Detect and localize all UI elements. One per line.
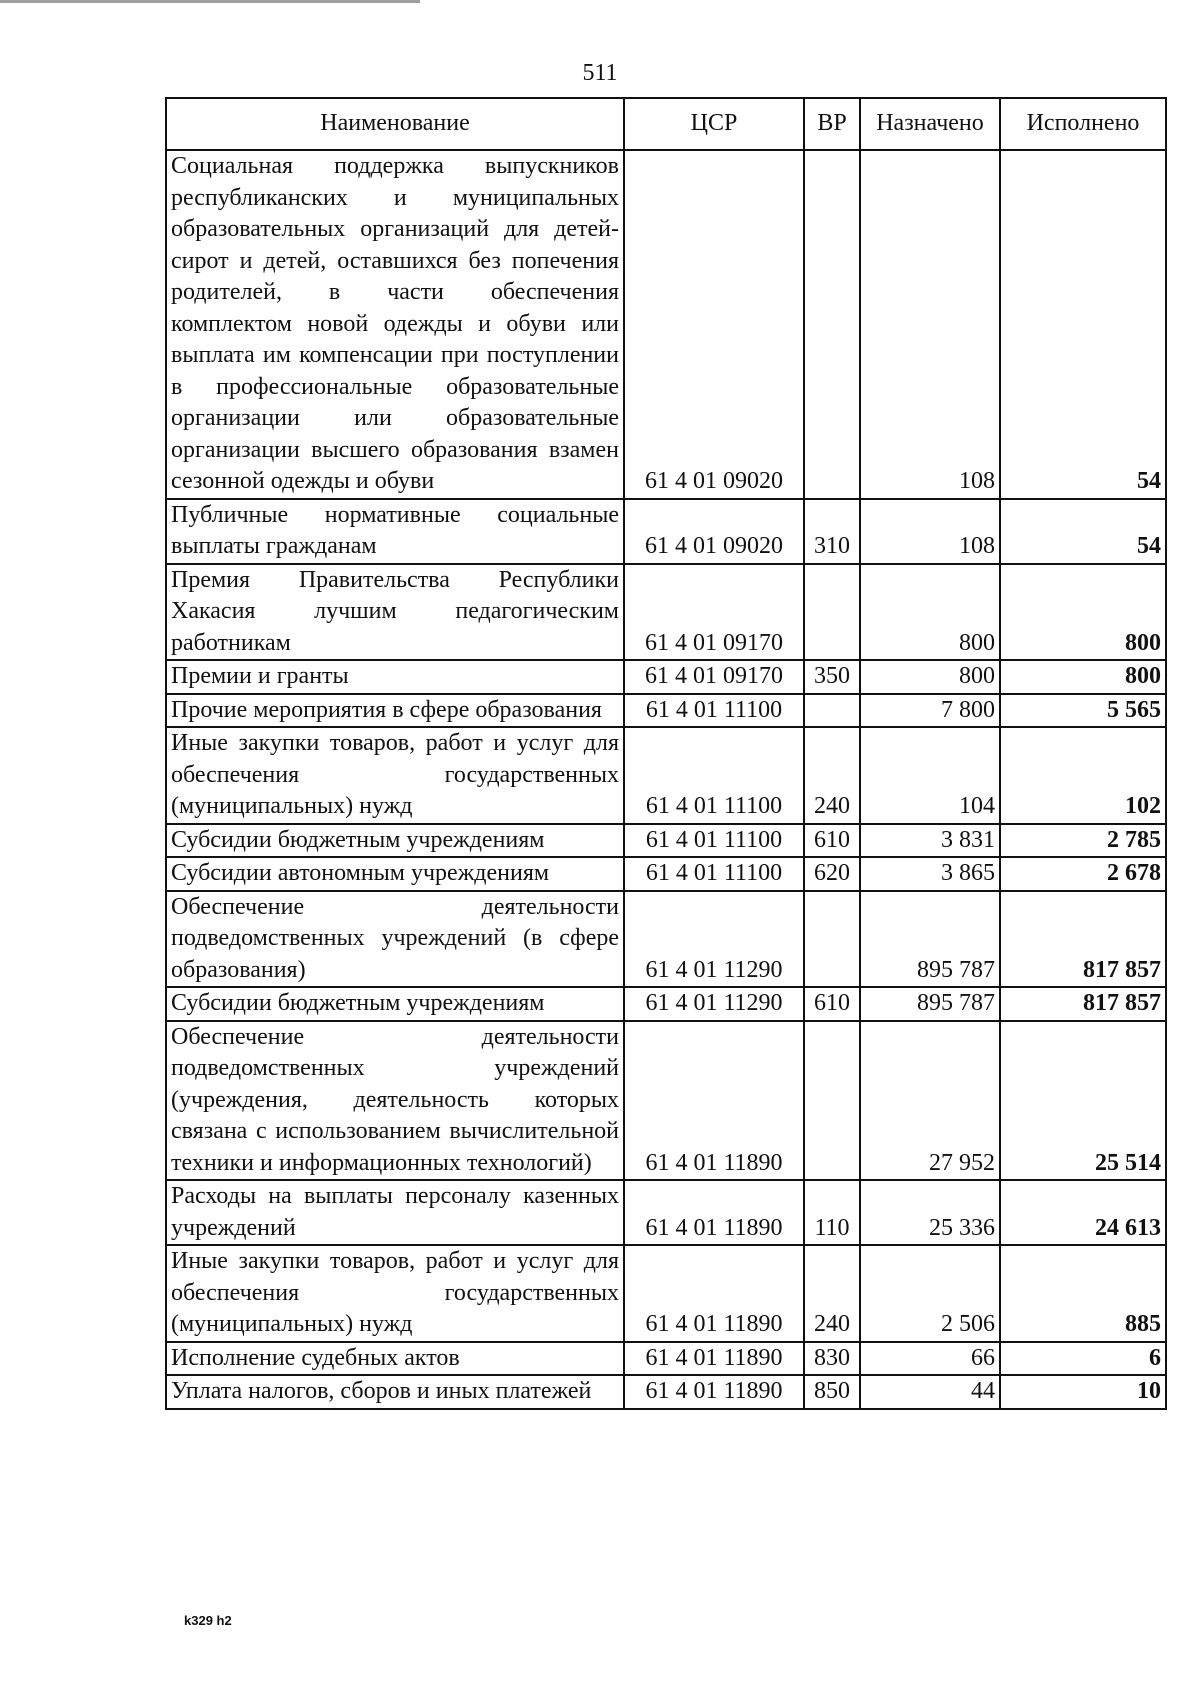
page-number: 511	[582, 60, 618, 86]
header-csr: ЦСР	[624, 98, 804, 150]
row-vr	[804, 150, 860, 499]
row-assigned: 44	[860, 1375, 1000, 1409]
row-assigned: 895 787	[860, 891, 1000, 988]
row-assigned: 25 336	[860, 1180, 1000, 1245]
row-csr: 61 4 01 11890	[624, 1342, 804, 1376]
row-assigned: 108	[860, 499, 1000, 564]
row-vr: 110	[804, 1180, 860, 1245]
table-row	[166, 727, 1166, 824]
row-vr: 610	[804, 824, 860, 858]
row-vr	[804, 564, 860, 661]
row-csr: 61 4 01 11890	[624, 1375, 804, 1409]
table-row	[166, 660, 1166, 694]
row-name: Прочие мероприятия в сфере образования	[166, 694, 624, 728]
row-executed: 800	[1000, 564, 1166, 661]
row-csr: 61 4 01 11290	[624, 891, 804, 988]
row-vr	[804, 694, 860, 728]
header-assigned: Назначено	[860, 98, 1000, 150]
row-csr: 61 4 01 11100	[624, 857, 804, 891]
row-name: Премия Правительства Республики Хакасия лучшим педагогическим работникам	[166, 564, 624, 661]
row-executed: 2 678	[1000, 857, 1166, 891]
row-executed: 800	[1000, 660, 1166, 694]
row-name: Обеспечение деятельности подведомственных учреждений (в сфере образования)	[166, 891, 624, 988]
row-name: Публичные нормативные социальные выплаты гражданам	[166, 499, 624, 564]
row-assigned: 800	[860, 564, 1000, 661]
row-executed: 817 857	[1000, 987, 1166, 1021]
row-assigned: 27 952	[860, 1021, 1000, 1181]
row-executed: 5 565	[1000, 694, 1166, 728]
header-executed: Исполнено	[1000, 98, 1166, 150]
row-name: Субсидии бюджетным учреждениям	[166, 824, 624, 858]
row-csr: 61 4 01 11890	[624, 1021, 804, 1181]
row-csr: 61 4 01 11100	[624, 824, 804, 858]
row-csr: 61 4 01 09020	[624, 499, 804, 564]
scan-edge-line	[0, 0, 420, 3]
header-vr: ВР	[804, 98, 860, 150]
row-csr: 61 4 01 09170	[624, 564, 804, 661]
row-assigned: 104	[860, 727, 1000, 824]
table-row	[166, 694, 1166, 728]
row-name: Исполнение судебных актов	[166, 1342, 624, 1376]
row-executed: 817 857	[1000, 891, 1166, 988]
table-row	[166, 987, 1166, 1021]
footer-code: k329 h2	[184, 1613, 232, 1628]
row-name: Иные закупки товаров, работ и услуг для обеспечения государственных (муниципальных) нужд	[166, 1245, 624, 1342]
table-row	[166, 824, 1166, 858]
row-name: Иные закупки товаров, работ и услуг для обеспечения государственных (муниципальных) нужд	[166, 727, 624, 824]
row-csr: 61 4 01 09170	[624, 660, 804, 694]
table-row	[166, 1180, 1166, 1245]
row-csr: 61 4 01 11100	[624, 727, 804, 824]
table-row	[166, 150, 1166, 499]
table-row	[166, 1245, 1166, 1342]
row-assigned: 895 787	[860, 987, 1000, 1021]
row-executed: 885	[1000, 1245, 1166, 1342]
row-executed: 54	[1000, 499, 1166, 564]
row-assigned: 7 800	[860, 694, 1000, 728]
table-row	[166, 564, 1166, 661]
row-vr: 620	[804, 857, 860, 891]
row-assigned: 3 865	[860, 857, 1000, 891]
table-row	[166, 891, 1166, 988]
row-vr: 240	[804, 727, 860, 824]
row-executed: 102	[1000, 727, 1166, 824]
row-vr: 610	[804, 987, 860, 1021]
row-assigned: 2 506	[860, 1245, 1000, 1342]
row-csr: 61 4 01 11290	[624, 987, 804, 1021]
row-vr: 830	[804, 1342, 860, 1376]
row-executed: 24 613	[1000, 1180, 1166, 1245]
row-name: Обеспечение деятельности подведомственных учреждений (учреждения, деятельность которых связана с использованием вычислительной техники и информационных технологий)	[166, 1021, 624, 1181]
row-vr	[804, 1021, 860, 1181]
row-name: Субсидии бюджетным учреждениям	[166, 987, 624, 1021]
row-executed: 10	[1000, 1375, 1166, 1409]
row-executed: 54	[1000, 150, 1166, 499]
row-vr: 310	[804, 499, 860, 564]
row-vr	[804, 891, 860, 988]
row-csr: 61 4 01 09020	[624, 150, 804, 499]
row-assigned: 3 831	[860, 824, 1000, 858]
row-vr: 350	[804, 660, 860, 694]
header-name: Наименование	[166, 98, 624, 150]
row-name: Премии и гранты	[166, 660, 624, 694]
row-assigned: 800	[860, 660, 1000, 694]
table-row	[166, 1375, 1166, 1409]
row-name: Расходы на выплаты персоналу казенных учреждений	[166, 1180, 624, 1245]
table-row	[166, 857, 1166, 891]
budget-table	[165, 97, 1167, 1410]
row-vr: 850	[804, 1375, 860, 1409]
table-row	[166, 1342, 1166, 1376]
table-row	[166, 1021, 1166, 1181]
row-executed: 6	[1000, 1342, 1166, 1376]
row-name: Субсидии автономным учреждениям	[166, 857, 624, 891]
row-csr: 61 4 01 11890	[624, 1245, 804, 1342]
row-vr: 240	[804, 1245, 860, 1342]
row-csr: 61 4 01 11890	[624, 1180, 804, 1245]
row-name: Уплата налогов, сборов и иных платежей	[166, 1375, 624, 1409]
row-executed: 25 514	[1000, 1021, 1166, 1181]
table-header-row	[166, 98, 1166, 150]
table-row	[166, 499, 1166, 564]
row-assigned: 108	[860, 150, 1000, 499]
row-assigned: 66	[860, 1342, 1000, 1376]
row-name: Социальная поддержка выпускников республиканских и муниципальных образовательных организаций для детей-сирот и детей, оставшихся без попечения родителей, в части обеспечения комплектом новой одежды и обуви или выплата им компенсации при поступлении в профессиональные образовательные организации или образовательные организации высшего образования взамен сезонной одежды и обуви	[166, 150, 624, 499]
row-executed: 2 785	[1000, 824, 1166, 858]
row-csr: 61 4 01 11100	[624, 694, 804, 728]
